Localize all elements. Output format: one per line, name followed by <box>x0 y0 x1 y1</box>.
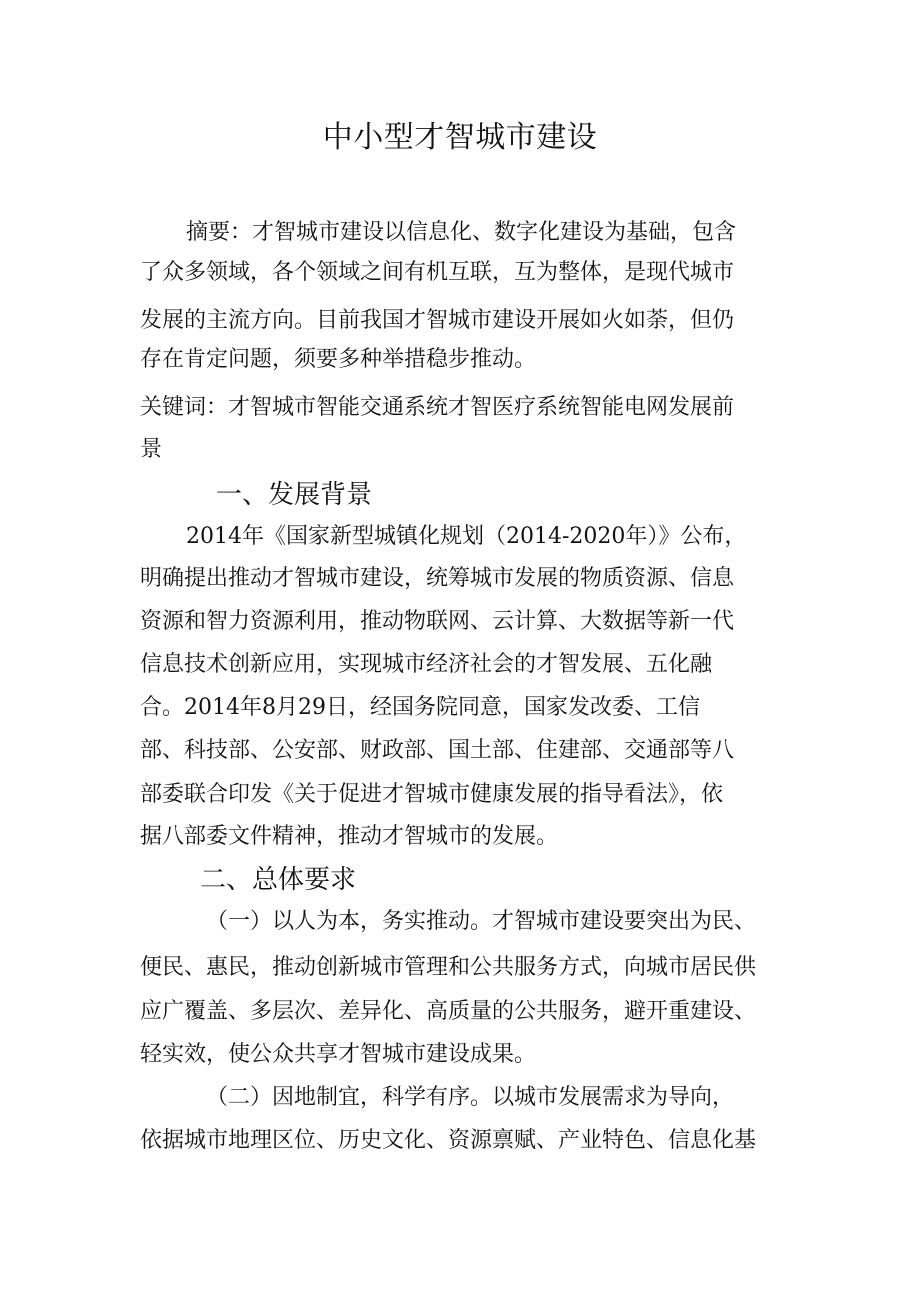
paragraph-line: 信息技术创新应用，实现城市经济社会的才智发展、五化融 <box>140 652 713 677</box>
paragraph-line: 轻实效，使公众共享才智城市建设成果。 <box>140 1042 537 1067</box>
paragraph-line: 合。2014年8月29日，经国务院同意，国家发改委、工信 <box>140 695 700 720</box>
abstract-line: 发展的主流方向。目前我国才智城市建设开展如火如荼，但仍 <box>140 308 735 333</box>
abstract-line: 摘要：才智城市建设以信息化、数字化建设为基础，包含 <box>186 220 737 245</box>
keywords-line: 关键词：才智城市智能交通系统才智医疗系统智能电网发展前 <box>140 395 735 420</box>
section-heading: 一、发展背景 <box>216 480 373 510</box>
paragraph-line: 依据城市地理区位、历史文化、资源禀赋、产业特色、信息化基 <box>140 1128 757 1153</box>
paragraph-line: 部委联合印发《关于促进才智城市健康发展的指导看法》，依 <box>140 782 724 807</box>
paragraph-line: 资源和智力资源利用，推动物联网、云计算、大数据等新一代 <box>140 609 735 634</box>
section-heading: 二、总体要求 <box>200 865 357 895</box>
keywords-line: 景 <box>140 437 163 462</box>
paragraph-line: 便民、惠民，推动创新城市管理和公共服务方式，向城市居民供 <box>140 955 757 980</box>
paragraph-line: 2014年《国家新型城镇化规划（2014-2020年）》公布， <box>186 524 747 549</box>
document-title: 中小型才智城市建设 <box>322 120 598 155</box>
paragraph-line: 明确提出推动才智城市建设，统筹城市发展的物质资源、信息 <box>140 566 735 591</box>
paragraph-line: （二）因地制宜，科学有序。以城市发展需求为导向， <box>206 1085 735 1110</box>
abstract-line: 存在肯定问题，须要多种举措稳步推动。 <box>140 347 537 372</box>
paragraph-line: 应广覆盖、多层次、差异化、高质量的公共服务，避开重建设、 <box>140 999 757 1024</box>
abstract-line: 了众多领域，各个领域之间有机互联，互为整体，是现代城市 <box>140 260 735 285</box>
paragraph-line: 部、科技部、公安部、财政部、国土部、住建部、交通部等八 <box>140 738 735 763</box>
paragraph-line: （一）以人为本，务实推动。才智城市建设要突出为民、 <box>206 909 757 934</box>
paragraph-line: 据八部委文件精神，推动才智城市的发展。 <box>140 824 559 849</box>
